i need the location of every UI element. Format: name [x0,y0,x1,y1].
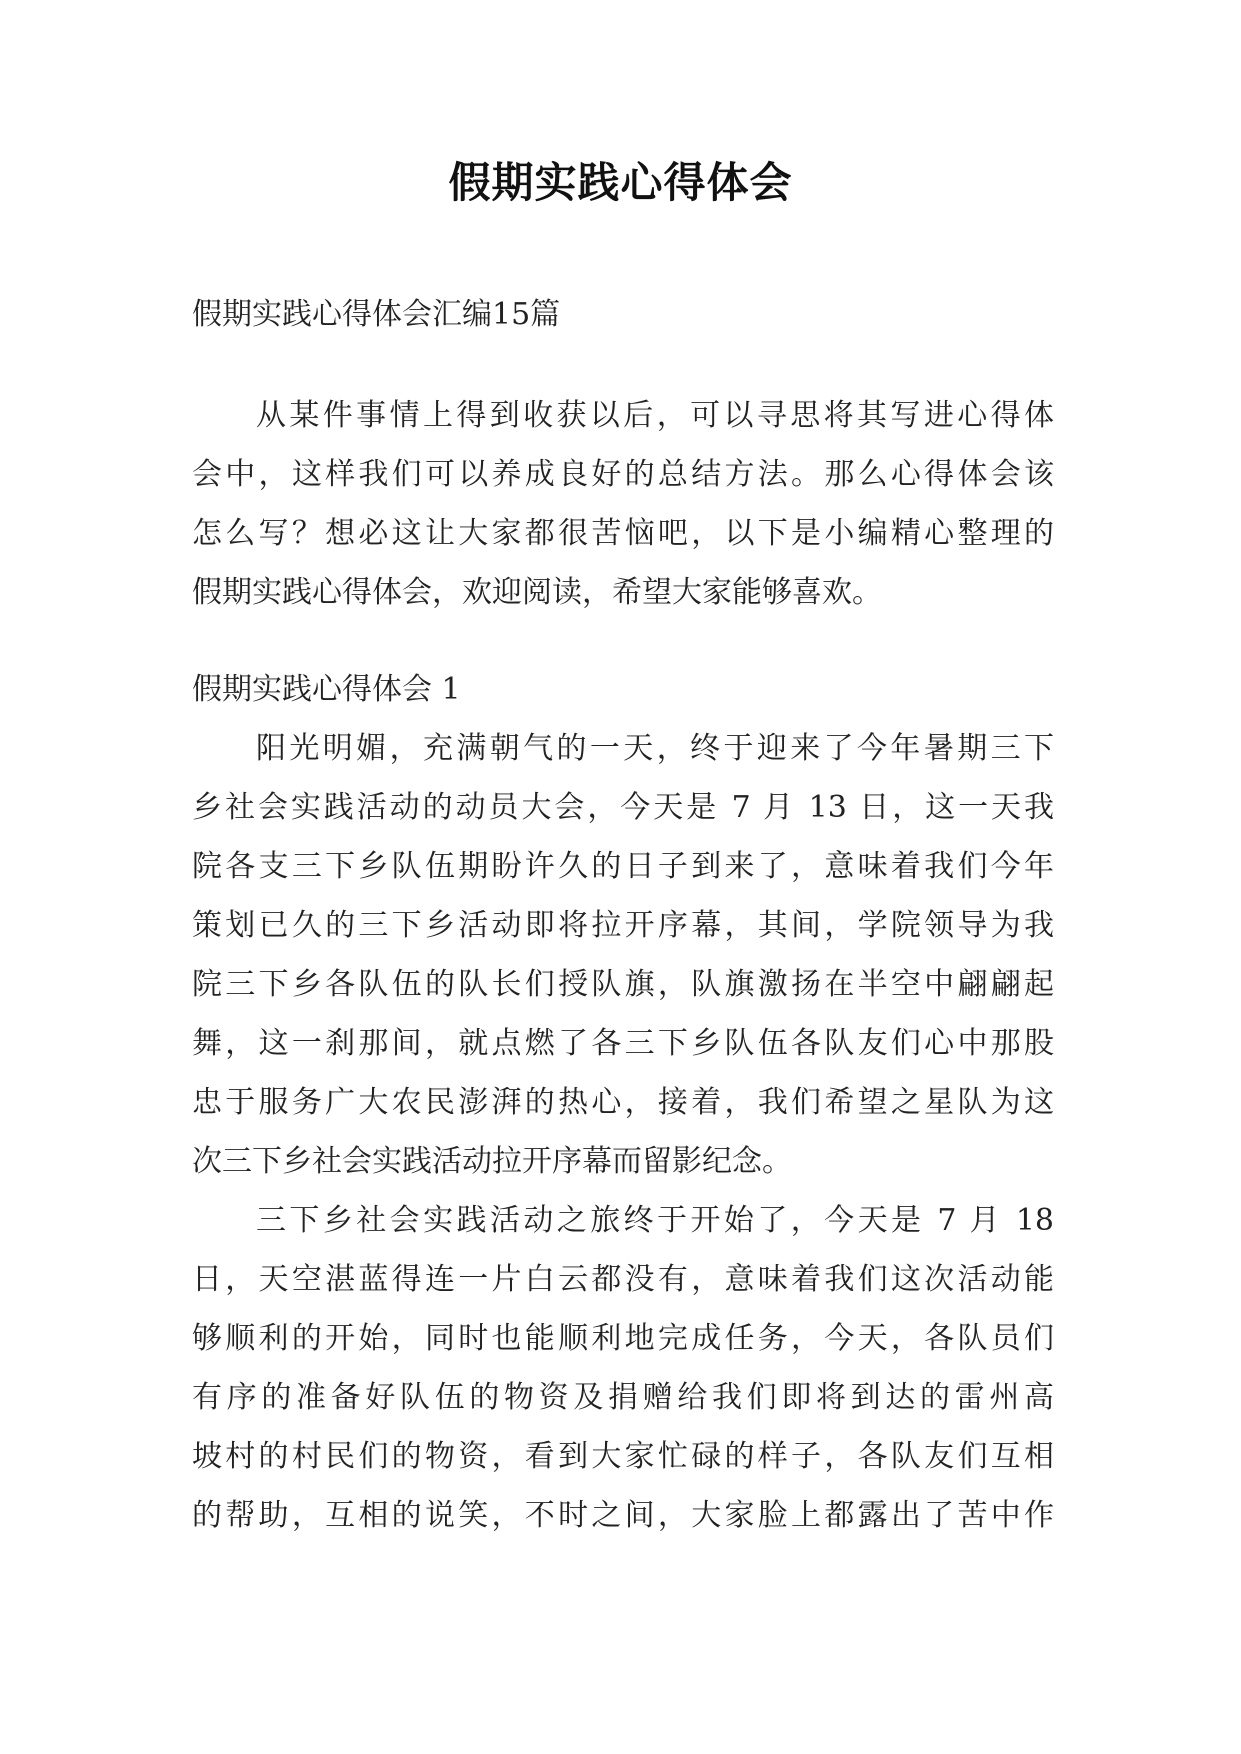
paragraph-line: 院各支三下乡队伍期盼许久的日子到来了，意味着我们今年 [192,849,1054,884]
intro-line: 怎么写？想必这让大家都很苦恼吧，以下是小编精心整理的 [192,516,1054,551]
paragraph-2 [192,1191,1054,1545]
paragraph-line: 忠于服务广大农民澎湃的热心，接着，我们希望之星队为这 [192,1085,1054,1120]
intro-paragraph [192,386,1054,622]
document-body [192,285,1054,1545]
paragraph-line: 日，天空湛蓝得连一片白云都没有，意味着我们这次活动能 [192,1262,1054,1297]
paragraph-line: 有序的准备好队伍的物资及捐赠给我们即将到达的雷州高 [192,1380,1054,1415]
paragraph-line: 舞，这一刹那间，就点燃了各三下乡队伍各队友们心中那股 [192,1026,1054,1061]
section-heading: 假期实践心得体会 1 [192,672,461,707]
paragraph-line: 院三下乡各队伍的队长们授队旗，队旗激扬在半空中翩翩起 [192,967,1054,1002]
spacer [192,622,1054,660]
paragraph-line: 够顺利的开始，同时也能顺利地完成任务，今天，各队员们 [192,1321,1054,1356]
paragraph-1 [192,719,1054,1191]
paragraph-line: 的帮助，互相的说笑，不时之间，大家脸上都露出了苦中作 [192,1498,1054,1533]
intro-line: 从某件事情上得到收获以后，可以寻思将其写进心得体 [256,398,1054,433]
paragraph-line: 坡村的村民们的物资，看到大家忙碌的样子，各队友们互相 [192,1439,1054,1474]
spacer [192,344,1054,386]
paragraph-line: 策划已久的三下乡活动即将拉开序幕，其间，学院领导为我 [192,908,1054,943]
intro-line: 会中，这样我们可以养成良好的总结方法。那么心得体会该 [192,457,1054,492]
paragraph-line: 三下乡社会实践活动之旅终于开始了，今天是 7 月 18 [256,1203,1054,1238]
intro-line: 假期实践心得体会，欢迎阅读，希望大家能够喜欢。 [192,575,882,610]
paragraph-line: 阳光明媚，充满朝气的一天，终于迎来了今年暑期三下 [256,731,1054,766]
paragraph-line: 乡社会实践活动的动员大会，今天是 7 月 13 日，这一天我 [192,790,1054,825]
document-title: 假期实践心得体会 [448,158,793,207]
paragraph-line: 次三下乡社会实践活动拉开序幕而留影纪念。 [192,1144,792,1179]
document-subtitle: 假期实践心得体会汇编15篇 [192,297,561,332]
